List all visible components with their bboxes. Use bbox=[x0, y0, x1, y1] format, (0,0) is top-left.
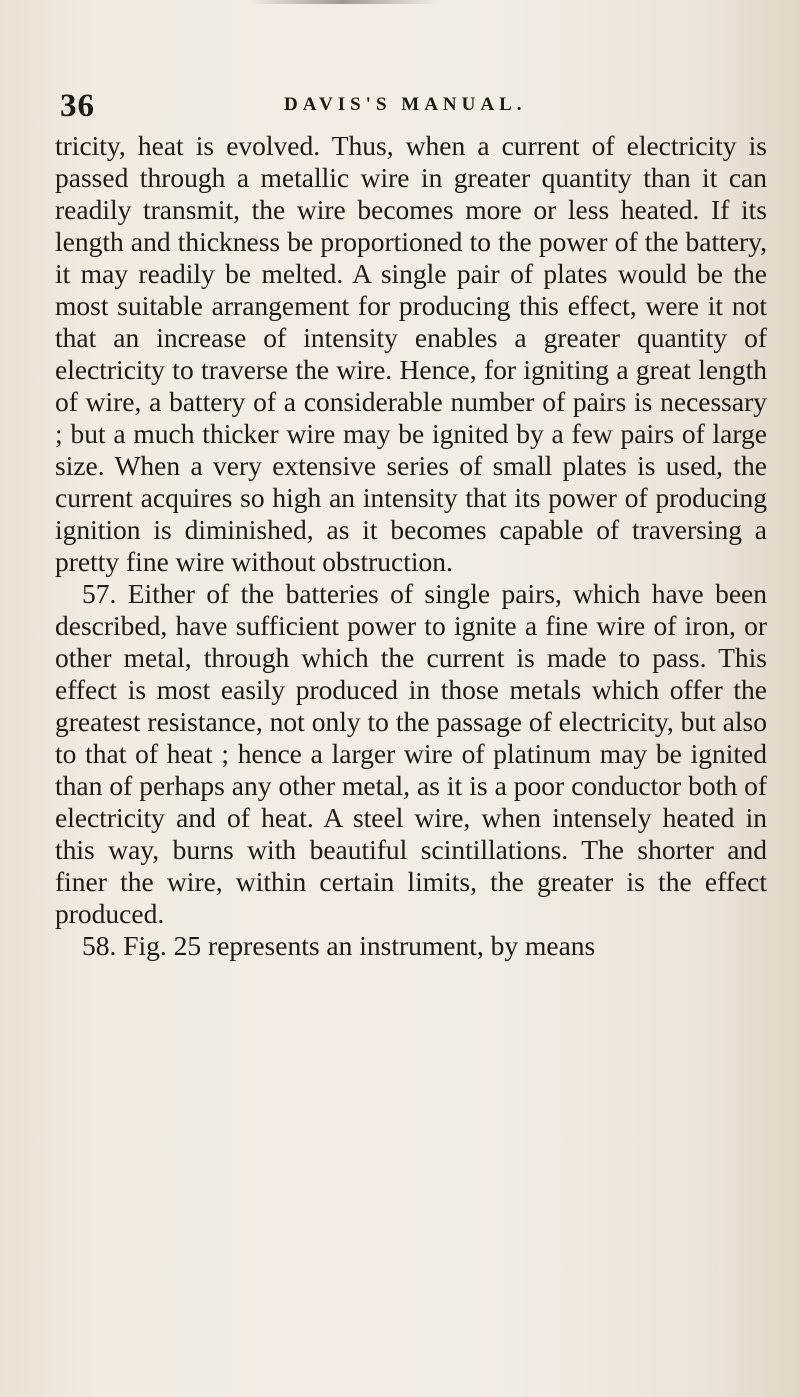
top-edge-mark bbox=[248, 0, 438, 4]
page-header bbox=[60, 88, 760, 128]
paragraph-continuation: tricity, heat is evolved. Thus, when a current of electricity is passed through a metallic wire in greater quantity than it can readily transmit, the wire becomes more or less heated. If its length and thickness be proportioned to the power of the battery, it may readily be melted. A single pair of plates would be the most suitable arrangement for producing this effect, were it not that an increase of intensity enables a greater quantity of electricity to traverse the wire. Hence, for igniting a great length of wire, a battery of a considerable number of pairs is necessary ; but a much thicker wire may be ignited by a few pairs of large size. When a very extensive series of small plates is used, the current acquires so high an intensity that its power of producing ignition is diminished, as it becomes capable of traversing a pretty fine wire without obstruction. bbox=[55, 130, 767, 577]
paragraph-58: 58. Fig. 25 represents an instrument, by means bbox=[82, 930, 596, 961]
running-head: DAVIS'S MANUAL. bbox=[284, 94, 527, 115]
paragraph-57: 57. Either of the batteries of single pairs, which have been described, have sufficient power to ignite a fine wire of iron, or other metal, through which the current is made to pass. This effect is most easily produced in those metals which offer the greatest resistance, not only to the passage of electricity, but also to that of heat ; hence a larger wire of platinum may be ignited than of perhaps any other metal, as it is a poor conductor both of electricity and of heat. A steel wire, when intensely heated in this way, burns with beautiful scintillations. The shorter and finer the wire, within certain limits, the greater is the effect produced. bbox=[55, 578, 767, 929]
body-text bbox=[55, 130, 767, 962]
page-number: 36 bbox=[60, 88, 95, 124]
